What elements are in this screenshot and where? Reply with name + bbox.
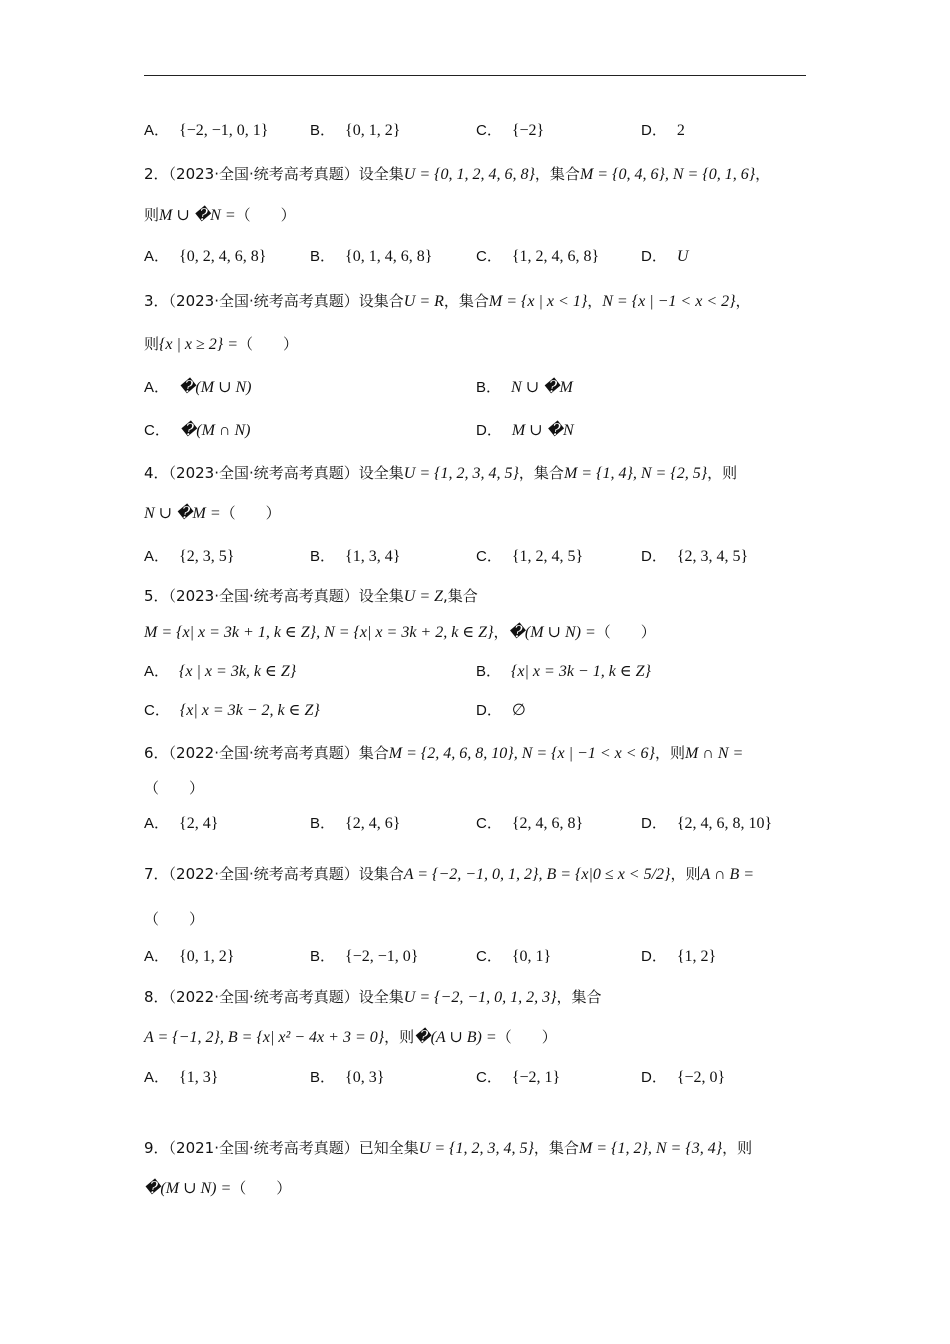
answer-blank: （ ） bbox=[496, 1028, 557, 1046]
q3-option-b[interactable] bbox=[476, 377, 573, 399]
math: U = {−2, −1, 0, 1, 2, 3} bbox=[403, 989, 557, 1006]
option-label: A． bbox=[144, 1069, 170, 1086]
option-value: N ∪ �M bbox=[511, 379, 573, 396]
q2-stem bbox=[144, 163, 770, 186]
math: U = R bbox=[403, 293, 444, 310]
option-label: A． bbox=[144, 548, 170, 565]
q8-option-d[interactable] bbox=[641, 1067, 725, 1089]
option-label: B． bbox=[476, 379, 502, 396]
math: M = {x| x = 3k + 1, k ∈ Z}, N = {x| x = 3k + 2, k ∈ Z} bbox=[144, 624, 494, 641]
option-value: {−2, 0} bbox=[676, 1069, 726, 1086]
option-label: D． bbox=[476, 422, 502, 439]
option-label: C． bbox=[476, 248, 502, 265]
q2-option-c[interactable] bbox=[476, 246, 599, 268]
option-label: C． bbox=[476, 122, 502, 139]
math: A ∩ B = bbox=[700, 866, 755, 883]
option-value: {2, 4, 6} bbox=[345, 815, 401, 832]
question-source: （2023·全国·统考高考真题）设全集 bbox=[168, 464, 404, 482]
option-label: C． bbox=[476, 548, 502, 565]
text: 则 bbox=[144, 335, 160, 353]
math: M ∩ N = bbox=[684, 745, 744, 762]
answer-blank: （ ） bbox=[238, 335, 299, 353]
option-label: D． bbox=[641, 548, 667, 565]
text: ,集合 bbox=[443, 587, 478, 605]
math: U = {1, 2, 3, 4, 5} bbox=[403, 465, 519, 482]
option-value: {−2, 1} bbox=[511, 1069, 561, 1086]
option-label: A． bbox=[144, 948, 170, 965]
q1-option-b[interactable] bbox=[310, 120, 400, 142]
option-value: {−2} bbox=[511, 122, 545, 139]
math: �(M ∪ N) = bbox=[508, 624, 596, 641]
math: M ∪ �N = bbox=[159, 207, 236, 224]
option-label: D． bbox=[641, 122, 667, 139]
q7-option-c[interactable] bbox=[476, 946, 551, 968]
q8-option-b[interactable] bbox=[310, 1067, 384, 1089]
text: ， bbox=[735, 292, 751, 310]
math: {x | x ≥ 2} = bbox=[159, 336, 238, 353]
option-value: {1, 2, 4, 5} bbox=[511, 548, 584, 565]
option-value: {x| x = 3k − 2, k ∈ Z} bbox=[179, 702, 320, 719]
q3-option-c[interactable] bbox=[144, 420, 250, 442]
question-number: 2． bbox=[144, 165, 169, 183]
question-number: 4． bbox=[144, 464, 169, 482]
q5-option-d[interactable] bbox=[476, 700, 526, 722]
q5-option-a[interactable] bbox=[144, 661, 296, 683]
q1-option-d[interactable] bbox=[641, 120, 685, 142]
math: M = {0, 4, 6}, N = {0, 1, 6} bbox=[579, 166, 756, 183]
option-value: {0, 1, 2} bbox=[179, 948, 235, 965]
question-number: 6． bbox=[144, 744, 169, 762]
q7-stem bbox=[144, 863, 754, 886]
option-label: D． bbox=[641, 948, 667, 965]
option-value: U bbox=[676, 248, 689, 265]
math: M = {x | x < 1} bbox=[488, 293, 588, 310]
q5-stem bbox=[144, 585, 478, 608]
math: U = Z bbox=[403, 588, 444, 605]
q4-stem-line2 bbox=[144, 502, 281, 525]
math: M = {2, 4, 6, 8, 10}, N = {x | −1 < x < 6} bbox=[388, 745, 655, 762]
answer-blank: （ ） bbox=[144, 910, 205, 928]
q6-option-b[interactable] bbox=[310, 813, 400, 835]
option-label: C． bbox=[476, 948, 502, 965]
question-source: （2022·全国·统考高考真题）设全集 bbox=[168, 988, 404, 1006]
option-label: B． bbox=[310, 815, 336, 832]
text: ，则 bbox=[384, 1028, 415, 1046]
text: ， bbox=[587, 292, 603, 310]
option-value: {0, 3} bbox=[345, 1069, 385, 1086]
question-source: （2022·全国·统考高考真题）设集合 bbox=[168, 865, 404, 883]
q1-option-a[interactable] bbox=[144, 120, 268, 142]
answer-blank: （ ） bbox=[144, 779, 205, 797]
answer-blank: （ ） bbox=[235, 206, 296, 224]
text: ，集合 bbox=[443, 292, 489, 310]
option-value: {2, 4, 6, 8} bbox=[511, 815, 584, 832]
math: A = {−1, 2}, B = {x| x² − 4x + 3 = 0} bbox=[144, 1029, 385, 1046]
q7-stem-line2 bbox=[144, 908, 204, 931]
question-source: （2023·全国·统考高考真题）设全集 bbox=[168, 165, 404, 183]
q8-stem bbox=[144, 986, 602, 1009]
option-value: {2, 3, 4, 5} bbox=[676, 548, 749, 565]
question-number: 5． bbox=[144, 587, 169, 605]
question-source: （2023·全国·统考高考真题）设全集 bbox=[168, 587, 404, 605]
question-number: 9． bbox=[144, 1139, 169, 1157]
math: M = {1, 4}, N = {2, 5} bbox=[563, 465, 708, 482]
text: ， bbox=[755, 165, 771, 183]
q5-option-c[interactable] bbox=[144, 700, 320, 722]
option-label: D． bbox=[641, 1069, 667, 1086]
option-label: D． bbox=[641, 815, 667, 832]
q8-stem-line2 bbox=[144, 1026, 557, 1049]
option-value: {0, 1, 2} bbox=[345, 122, 401, 139]
q5-stem-line2 bbox=[144, 621, 656, 644]
q8-option-a[interactable] bbox=[144, 1067, 218, 1089]
text: ，集合 bbox=[518, 464, 564, 482]
option-label: B． bbox=[310, 248, 336, 265]
text: ， bbox=[493, 623, 509, 641]
math: N ∪ �M = bbox=[144, 505, 221, 522]
question-source: （2022·全国·统考高考真题）集合 bbox=[168, 744, 389, 762]
option-value: {−2, −1, 0, 1} bbox=[179, 122, 269, 139]
math: �(A ∪ B) = bbox=[414, 1029, 497, 1046]
q1-option-c[interactable] bbox=[476, 120, 544, 142]
q2-option-a[interactable] bbox=[144, 246, 266, 268]
option-label: C． bbox=[144, 702, 170, 719]
header-rule bbox=[144, 75, 806, 76]
option-value: ∅ bbox=[511, 702, 526, 719]
answer-blank: （ ） bbox=[595, 623, 656, 641]
math: A = {−2, −1, 0, 1, 2}, B = {x|0 ≤ x < 5/2} bbox=[403, 866, 671, 883]
text: 则 bbox=[144, 206, 160, 224]
text: ，集合 bbox=[556, 988, 602, 1006]
q3-option-d[interactable] bbox=[476, 420, 574, 442]
option-value: {2, 3, 5} bbox=[179, 548, 235, 565]
question-number: 7． bbox=[144, 865, 169, 883]
q9-stem-line2 bbox=[144, 1177, 291, 1200]
option-value: {2, 4} bbox=[179, 815, 219, 832]
option-label: A． bbox=[144, 663, 170, 680]
q3-stem-line2 bbox=[144, 333, 298, 356]
q4-option-d[interactable] bbox=[641, 546, 748, 568]
option-value: {0, 2, 4, 6, 8} bbox=[179, 248, 267, 265]
q6-stem-line2 bbox=[144, 777, 204, 800]
question-number: 8． bbox=[144, 988, 169, 1006]
option-value: {−2, −1, 0} bbox=[345, 948, 419, 965]
text: ，集合 bbox=[534, 165, 580, 183]
option-value: {x | x = 3k, k ∈ Z} bbox=[179, 663, 297, 680]
option-label: C． bbox=[476, 1069, 502, 1086]
option-value: {1, 3, 4} bbox=[345, 548, 401, 565]
q2-stem-line2 bbox=[144, 204, 296, 227]
option-value: 2 bbox=[676, 122, 685, 139]
q9-stem bbox=[144, 1137, 752, 1160]
answer-blank: （ ） bbox=[231, 1179, 292, 1197]
text: ，集合 bbox=[533, 1139, 579, 1157]
option-label: C． bbox=[476, 815, 502, 832]
option-value: �(M ∪ N) bbox=[179, 379, 252, 396]
option-label: A． bbox=[144, 815, 170, 832]
math: U = {0, 1, 2, 4, 6, 8} bbox=[403, 166, 535, 183]
text: ，则 bbox=[707, 464, 738, 482]
q2-option-b[interactable] bbox=[310, 246, 432, 268]
question-source: （2023·全国·统考高考真题）设集合 bbox=[168, 292, 404, 310]
q6-option-d[interactable] bbox=[641, 813, 772, 835]
q7-option-b[interactable] bbox=[310, 946, 418, 968]
q7-option-a[interactable] bbox=[144, 946, 234, 968]
q4-option-b[interactable] bbox=[310, 546, 400, 568]
option-value: {1, 2} bbox=[676, 948, 717, 965]
q4-option-a[interactable] bbox=[144, 546, 234, 568]
question-source: （2021·全国·统考高考真题）已知全集 bbox=[168, 1139, 419, 1157]
answer-blank: （ ） bbox=[220, 504, 281, 522]
option-value: {0, 1, 4, 6, 8} bbox=[345, 248, 433, 265]
text: ，则 bbox=[670, 865, 701, 883]
q5-option-b[interactable] bbox=[476, 661, 651, 683]
option-value: {2, 4, 6, 8, 10} bbox=[676, 815, 773, 832]
option-label: A． bbox=[144, 248, 170, 265]
q6-option-a[interactable] bbox=[144, 813, 218, 835]
option-label: D． bbox=[641, 248, 667, 265]
option-label: C． bbox=[144, 422, 170, 439]
math: U = {1, 2, 3, 4, 5} bbox=[418, 1140, 534, 1157]
option-value: �(M ∩ N) bbox=[179, 422, 251, 439]
option-label: A． bbox=[144, 122, 170, 139]
q3-stem bbox=[144, 290, 751, 313]
math: M = {1, 2}, N = {3, 4} bbox=[578, 1140, 723, 1157]
text: ，则 bbox=[654, 744, 685, 762]
q7-option-d[interactable] bbox=[641, 946, 716, 968]
option-label: D． bbox=[476, 702, 502, 719]
text: ，则 bbox=[722, 1139, 753, 1157]
option-value: {x| x = 3k − 1, k ∈ Z} bbox=[511, 663, 651, 680]
option-label: B． bbox=[310, 1069, 336, 1086]
option-label: A． bbox=[144, 379, 170, 396]
option-label: B． bbox=[310, 948, 336, 965]
option-label: B． bbox=[310, 122, 336, 139]
q8-option-c[interactable] bbox=[476, 1067, 560, 1089]
q3-option-a[interactable] bbox=[144, 377, 251, 399]
question-number: 3． bbox=[144, 292, 169, 310]
q4-option-c[interactable] bbox=[476, 546, 583, 568]
option-value: {1, 2, 4, 6, 8} bbox=[511, 248, 600, 265]
math: �(M ∪ N) = bbox=[144, 1180, 232, 1197]
option-value: {1, 3} bbox=[179, 1069, 219, 1086]
option-label: B． bbox=[476, 663, 502, 680]
q4-stem bbox=[144, 462, 737, 485]
q2-option-d[interactable] bbox=[641, 246, 688, 268]
math: N = {x | −1 < x < 2} bbox=[602, 293, 736, 310]
option-value: M ∪ �N bbox=[511, 422, 574, 439]
q6-option-c[interactable] bbox=[476, 813, 583, 835]
option-label: B． bbox=[310, 548, 336, 565]
q6-stem bbox=[144, 742, 743, 765]
option-value: {0, 1} bbox=[511, 948, 552, 965]
